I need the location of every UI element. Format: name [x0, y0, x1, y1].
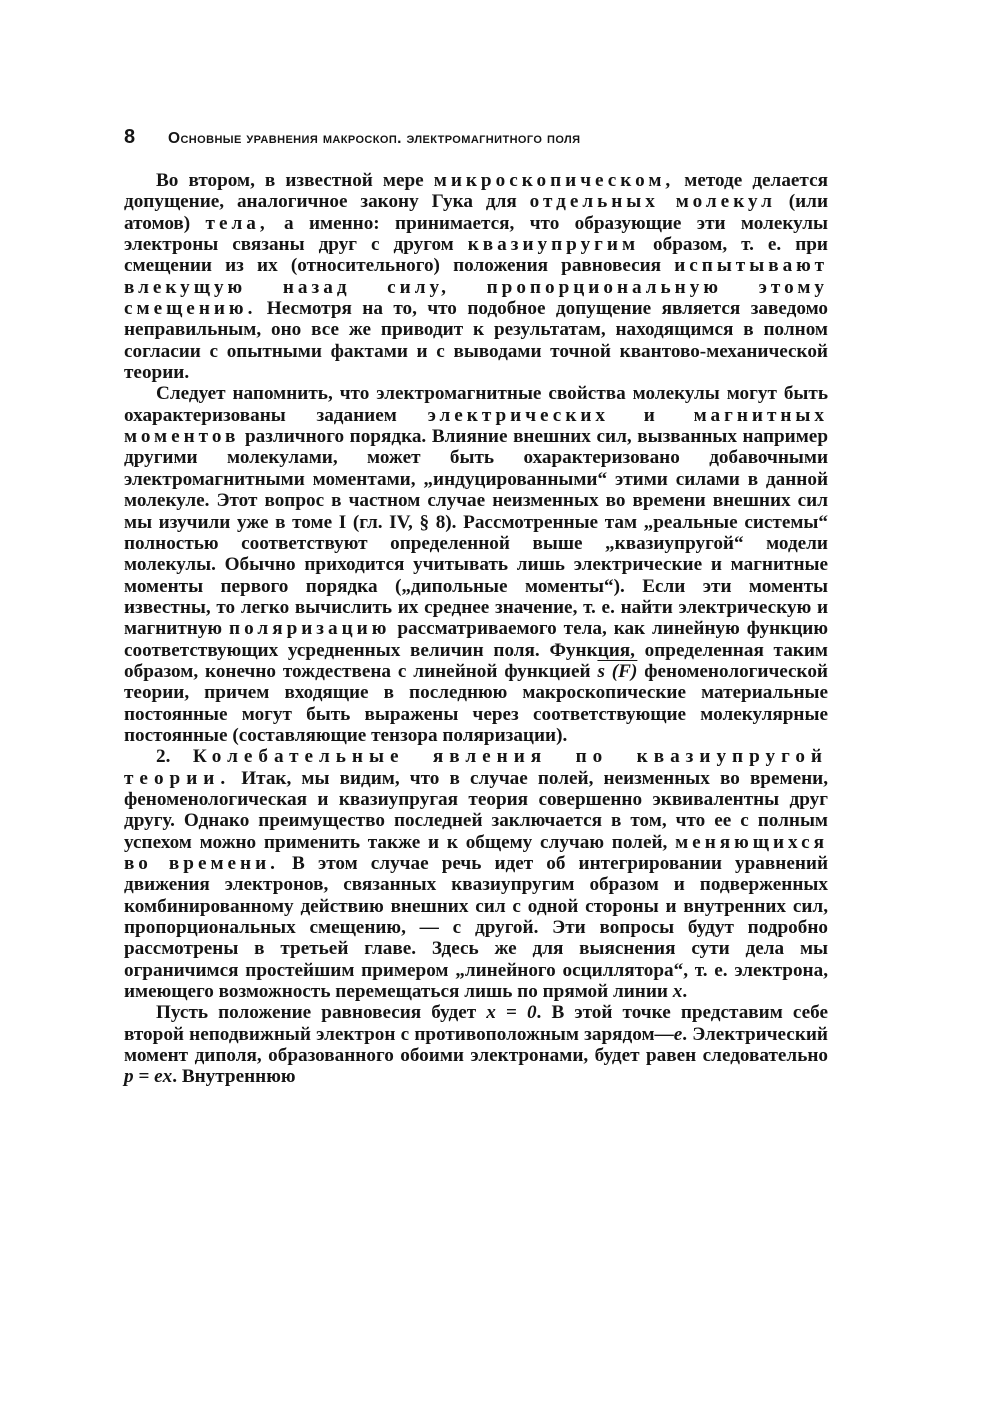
math-p-equals-ex: p = ex [124, 1066, 173, 1088]
spaced-emphasis: электрических и магнитных моментов [124, 404, 828, 448]
spaced-emphasis: квазиупругим [467, 234, 640, 256]
spaced-emphasis: отдельных молекул [529, 191, 776, 213]
paragraph-3: 2. Колебательные явления по квазиупругой теории. Итак, мы видим, что в случае полей, неизменных во времени, феноменологическая и квазиупругая теория совершенно эквивалентны друг другу. Однако преимущество последней заключается в том, что ее с полным успехом можно применить также и к общему случаю полей, меняющихся во времени. В этом случае речь идет об интегрировании уравнений движения электронов, связанных квазиупругим образом и подверженных комбинированному действию внешних сил с одной стороны и внутренних сил, пропорциональных смещению, — с другой. Эти вопросы будут подробно рассмотрены в третьей главе. Здесь же для выяснения сути дела мы ограничимся простейшим примером „линейного осциллятора“, т. е. электрона, имеющего возможность перемещаться лишь по прямой линии x. [124, 746, 828, 1003]
spaced-emphasis: тела, [205, 212, 269, 234]
paragraph-1: Во втором, в известной мере микроскопическом, методе делается допущение, аналогичное закону Гука для отдельных молекул (или атомов) тела, а именно: принимается, что образующие эти молекулы электроны связаны друг с другом квазиупругим образом, т. е. при смещении из их (относительного) положения равновесия испытывают влекущую назад силу, пропорциональную этому смещению. Несмотря на то, что подобное допущение является заведомо неправильным, оно все же приводит к результатам, находящимся в полном согласии с опытными фактами и с выводами точной квантово-механической теории. [124, 170, 828, 384]
book-page [124, 126, 828, 1088]
spaced-emphasis: меняющихся во времени. [124, 831, 828, 874]
page-number: 8 [124, 126, 136, 148]
spaced-emphasis: испытывают влекущую назад силу, пропорциональную этому смещению. [124, 255, 828, 320]
math-x-equals-zero: x = 0 [486, 1002, 537, 1024]
math-e: e [673, 1023, 683, 1045]
spaced-emphasis: микроскопическом, [433, 170, 675, 191]
math-x: x [672, 981, 683, 1003]
paragraph-4: Пусть положение равновесия будет x = 0. В этой точке представим себе второй неподвижный электрон с противоположным зарядом—e. Электрический момент диполя, образованного обоими электронами, будет равен следовательно p = ex. Внутреннюю [124, 1002, 828, 1088]
running-title: Основные уравнения макроскоп. электромагнитного поля [168, 130, 581, 147]
section-heading: Колебательные явления по квазиупругой теории. [124, 746, 828, 789]
paragraph-2: Следует напомнить, что электромагнитные свойства молекулы могут быть охарактеризованы заданием электрических и магнитных моментов различного порядка. Влияние внешних сил, вызванных например другими молекулами, может быть охарактеризовано добавочными электромагнитными моментами, „индуцированными“ этими силами в данной молекуле. Этот вопрос в частном случае неизменных во времени внешних сил мы изучили уже в томе I (гл. IV, § 8). Рассмотренные там „реальные системы“ полностью соответствуют определенной выше „квазиупругой“ модели молекулы. Обычно приходится учитывать лишь электрические и магнитные моменты первого порядка („дипольные моменты“). Если эти моменты известны, то легко вычислить их среднее значение, т. е. найти электрическую и магнитную поляризацию рассматриваемого тела, как линейную функцию соответствующих усредненных величин поля. Функция, определенная таким образом, конечно тождествена с линейной функцией s (F) феноменологической теории, причем входящие в последнюю макроскопические материальные постоянные могут быть выражены через соответствующие молекулярные постоянные (составляющие тензора поляризации). [124, 383, 828, 746]
formula-s-of-f: s (F) [597, 660, 638, 682]
spaced-emphasis: поляризацию [229, 618, 391, 640]
page-header [124, 126, 828, 158]
